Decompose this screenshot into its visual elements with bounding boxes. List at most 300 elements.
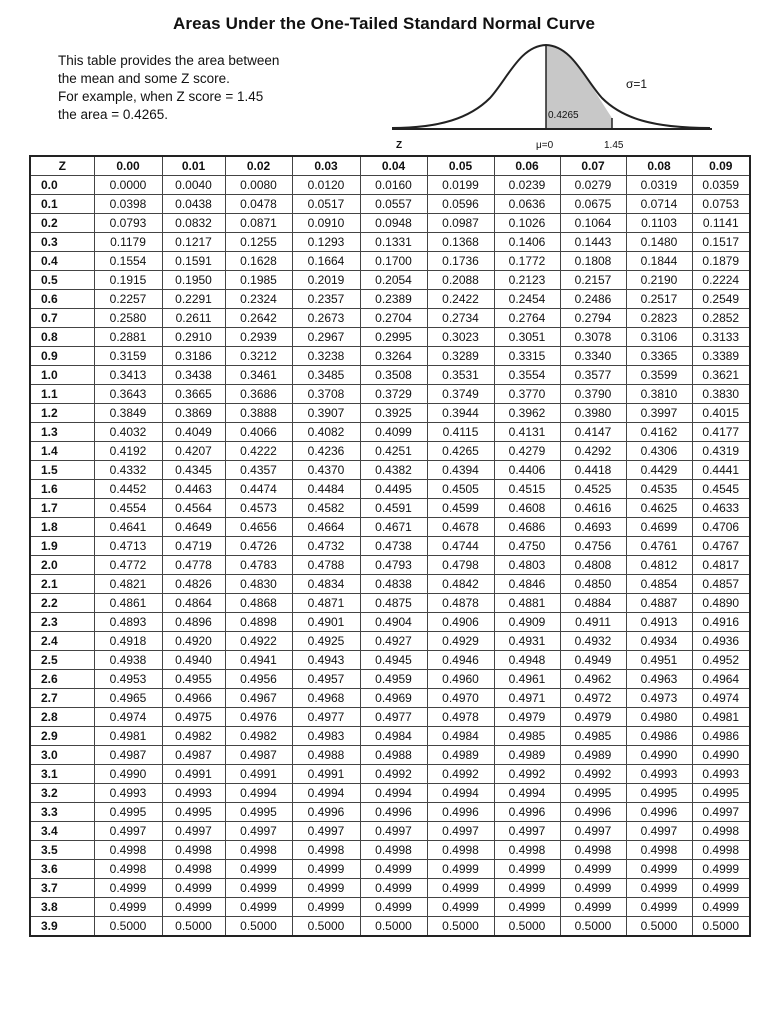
table-row bbox=[30, 594, 750, 613]
area-cell: 0.4192 bbox=[94, 442, 162, 461]
area-cell: 0.4956 bbox=[225, 670, 292, 689]
area-cell: 0.4977 bbox=[360, 708, 427, 727]
area-cell: 0.2454 bbox=[494, 290, 560, 309]
area-cell: 0.4864 bbox=[162, 594, 225, 613]
area-cell: 0.4999 bbox=[494, 879, 560, 898]
area-cell: 0.4913 bbox=[626, 613, 692, 632]
area-cell: 0.2291 bbox=[162, 290, 225, 309]
area-cell: 0.4854 bbox=[626, 575, 692, 594]
area-cell: 0.4997 bbox=[560, 822, 626, 841]
area-cell: 0.4893 bbox=[94, 613, 162, 632]
area-cell: 0.4946 bbox=[427, 651, 494, 670]
area-cell: 0.4793 bbox=[360, 556, 427, 575]
area-cell: 0.4788 bbox=[292, 556, 360, 575]
area-cell: 0.0517 bbox=[292, 195, 360, 214]
area-cell: 0.4808 bbox=[560, 556, 626, 575]
area-cell: 0.4999 bbox=[360, 898, 427, 917]
area-cell: 0.2054 bbox=[360, 271, 427, 290]
area-cell: 0.3708 bbox=[292, 385, 360, 404]
table-row bbox=[30, 214, 750, 233]
area-cell: 0.4911 bbox=[560, 613, 626, 632]
area-label: 0.4265 bbox=[548, 110, 579, 121]
z-score-cell: 1.1 bbox=[30, 385, 94, 404]
area-cell: 0.4884 bbox=[560, 594, 626, 613]
area-cell: 0.4979 bbox=[560, 708, 626, 727]
area-cell: 0.4936 bbox=[692, 632, 750, 651]
area-cell: 0.4970 bbox=[427, 689, 494, 708]
area-cell: 0.4994 bbox=[427, 784, 494, 803]
area-cell: 0.4049 bbox=[162, 423, 225, 442]
table-row bbox=[30, 176, 750, 195]
area-cell: 0.4996 bbox=[560, 803, 626, 822]
area-cell: 0.2995 bbox=[360, 328, 427, 347]
area-cell: 0.3340 bbox=[560, 347, 626, 366]
area-cell: 0.4495 bbox=[360, 480, 427, 499]
area-cell: 0.2704 bbox=[360, 309, 427, 328]
area-cell: 0.4693 bbox=[560, 518, 626, 537]
area-cell: 0.3621 bbox=[692, 366, 750, 385]
area-cell: 0.4162 bbox=[626, 423, 692, 442]
table-row bbox=[30, 290, 750, 309]
area-cell: 0.2422 bbox=[427, 290, 494, 309]
area-cell: 0.4984 bbox=[360, 727, 427, 746]
z-score-cell: 0.8 bbox=[30, 328, 94, 347]
area-cell: 0.4974 bbox=[94, 708, 162, 727]
area-cell: 0.4999 bbox=[162, 879, 225, 898]
area-cell: 0.4979 bbox=[494, 708, 560, 727]
area-cell: 0.1700 bbox=[360, 252, 427, 271]
area-cell: 0.4940 bbox=[162, 651, 225, 670]
area-cell: 0.2580 bbox=[94, 309, 162, 328]
area-cell: 0.5000 bbox=[162, 917, 225, 937]
area-cell: 0.1443 bbox=[560, 233, 626, 252]
area-cell: 0.0120 bbox=[292, 176, 360, 195]
area-cell: 0.4990 bbox=[692, 746, 750, 765]
area-cell: 0.1368 bbox=[427, 233, 494, 252]
area-cell: 0.4997 bbox=[427, 822, 494, 841]
intro-line: the area = 0.4265. bbox=[58, 107, 168, 122]
area-cell: 0.4906 bbox=[427, 613, 494, 632]
z-score-cell: 1.2 bbox=[30, 404, 94, 423]
area-cell: 0.3925 bbox=[360, 404, 427, 423]
area-cell: 0.4997 bbox=[494, 822, 560, 841]
area-cell: 0.4279 bbox=[494, 442, 560, 461]
area-cell: 0.4981 bbox=[692, 708, 750, 727]
area-cell: 0.4941 bbox=[225, 651, 292, 670]
z-axis-label: Z bbox=[396, 140, 403, 151]
area-cell: 0.2389 bbox=[360, 290, 427, 309]
area-cell: 0.5000 bbox=[94, 917, 162, 937]
area-cell: 0.4878 bbox=[427, 594, 494, 613]
area-cell: 0.2642 bbox=[225, 309, 292, 328]
area-cell: 0.4996 bbox=[427, 803, 494, 822]
area-cell: 0.1591 bbox=[162, 252, 225, 271]
z-score-cell: 3.7 bbox=[30, 879, 94, 898]
z-score-cell: 2.3 bbox=[30, 613, 94, 632]
area-cell: 0.4965 bbox=[94, 689, 162, 708]
area-cell: 0.0080 bbox=[225, 176, 292, 195]
z-score-cell: 1.0 bbox=[30, 366, 94, 385]
area-cell: 0.3413 bbox=[94, 366, 162, 385]
column-header: 0.08 bbox=[626, 156, 692, 176]
area-cell: 0.4868 bbox=[225, 594, 292, 613]
area-cell: 0.3461 bbox=[225, 366, 292, 385]
area-cell: 0.4990 bbox=[94, 765, 162, 784]
z-score-cell: 0.4 bbox=[30, 252, 94, 271]
area-cell: 0.2123 bbox=[494, 271, 560, 290]
area-cell: 0.4817 bbox=[692, 556, 750, 575]
area-cell: 0.4999 bbox=[494, 860, 560, 879]
area-cell: 0.0279 bbox=[560, 176, 626, 195]
area-cell: 0.4996 bbox=[292, 803, 360, 822]
area-cell: 0.4997 bbox=[94, 822, 162, 841]
z-score-cell: 0.1 bbox=[30, 195, 94, 214]
intro-line: For example, when Z score = 1.45 bbox=[58, 89, 264, 104]
area-cell: 0.4982 bbox=[162, 727, 225, 746]
area-cell: 0.4582 bbox=[292, 499, 360, 518]
area-cell: 0.4898 bbox=[225, 613, 292, 632]
area-cell: 0.4995 bbox=[94, 803, 162, 822]
area-cell: 0.4985 bbox=[494, 727, 560, 746]
area-cell: 0.4959 bbox=[360, 670, 427, 689]
column-header: 0.06 bbox=[494, 156, 560, 176]
table-row bbox=[30, 841, 750, 860]
area-cell: 0.4993 bbox=[94, 784, 162, 803]
area-cell: 0.2190 bbox=[626, 271, 692, 290]
area-cell: 0.4732 bbox=[292, 537, 360, 556]
area-cell: 0.1255 bbox=[225, 233, 292, 252]
area-cell: 0.4999 bbox=[94, 898, 162, 917]
area-cell: 0.4207 bbox=[162, 442, 225, 461]
column-header-z: Z bbox=[30, 156, 94, 176]
area-cell: 0.4999 bbox=[360, 879, 427, 898]
area-cell: 0.4989 bbox=[427, 746, 494, 765]
area-cell: 0.3770 bbox=[494, 385, 560, 404]
column-header: 0.00 bbox=[94, 156, 162, 176]
area-cell: 0.2794 bbox=[560, 309, 626, 328]
area-cell: 0.0871 bbox=[225, 214, 292, 233]
table-row bbox=[30, 518, 750, 537]
area-cell: 0.4821 bbox=[94, 575, 162, 594]
z-score-cell: 0.7 bbox=[30, 309, 94, 328]
table-row bbox=[30, 499, 750, 518]
area-cell: 0.4986 bbox=[692, 727, 750, 746]
area-cell: 0.3106 bbox=[626, 328, 692, 347]
table-row bbox=[30, 461, 750, 480]
area-cell: 0.2549 bbox=[692, 290, 750, 309]
area-cell: 0.5000 bbox=[292, 917, 360, 937]
area-cell: 0.4535 bbox=[626, 480, 692, 499]
area-cell: 0.4999 bbox=[692, 879, 750, 898]
area-cell: 0.3554 bbox=[494, 366, 560, 385]
area-cell: 0.4812 bbox=[626, 556, 692, 575]
area-cell: 0.0636 bbox=[494, 195, 560, 214]
area-cell: 0.0987 bbox=[427, 214, 494, 233]
z-score-cell: 1.8 bbox=[30, 518, 94, 537]
z-score-cell: 1.5 bbox=[30, 461, 94, 480]
table-row bbox=[30, 632, 750, 651]
area-cell: 0.4887 bbox=[626, 594, 692, 613]
area-cell: 0.4525 bbox=[560, 480, 626, 499]
area-cell: 0.1179 bbox=[94, 233, 162, 252]
area-cell: 0.4988 bbox=[292, 746, 360, 765]
area-cell: 0.4966 bbox=[162, 689, 225, 708]
z-score-cell: 3.6 bbox=[30, 860, 94, 879]
area-cell: 0.4881 bbox=[494, 594, 560, 613]
area-cell: 0.3749 bbox=[427, 385, 494, 404]
area-cell: 0.4441 bbox=[692, 461, 750, 480]
area-cell: 0.4963 bbox=[626, 670, 692, 689]
z-score-cell: 2.4 bbox=[30, 632, 94, 651]
area-cell: 0.5000 bbox=[494, 917, 560, 937]
area-cell: 0.2486 bbox=[560, 290, 626, 309]
table-row bbox=[30, 328, 750, 347]
z-score-cell: 3.2 bbox=[30, 784, 94, 803]
normal-curve-diagram bbox=[390, 36, 720, 154]
table-row bbox=[30, 385, 750, 404]
area-cell: 0.4838 bbox=[360, 575, 427, 594]
area-cell: 0.0948 bbox=[360, 214, 427, 233]
area-cell: 0.4995 bbox=[162, 803, 225, 822]
area-cell: 0.4826 bbox=[162, 575, 225, 594]
area-cell: 0.4292 bbox=[560, 442, 626, 461]
area-cell: 0.5000 bbox=[427, 917, 494, 937]
area-cell: 0.3264 bbox=[360, 347, 427, 366]
area-cell: 0.4896 bbox=[162, 613, 225, 632]
area-cell: 0.4999 bbox=[292, 879, 360, 898]
area-cell: 0.4641 bbox=[94, 518, 162, 537]
area-cell: 0.4922 bbox=[225, 632, 292, 651]
area-cell: 0.4981 bbox=[94, 727, 162, 746]
z-score-cell: 3.1 bbox=[30, 765, 94, 784]
area-cell: 0.1879 bbox=[692, 252, 750, 271]
table-row bbox=[30, 822, 750, 841]
area-cell: 0.4901 bbox=[292, 613, 360, 632]
area-cell: 0.4719 bbox=[162, 537, 225, 556]
area-cell: 0.4955 bbox=[162, 670, 225, 689]
page-title: Areas Under the One-Tailed Standard Normal Curve bbox=[172, 14, 596, 33]
z-score-cell: 3.5 bbox=[30, 841, 94, 860]
sigma-label: σ=1 bbox=[626, 77, 648, 91]
area-cell: 0.2088 bbox=[427, 271, 494, 290]
area-cell: 0.4995 bbox=[626, 784, 692, 803]
area-cell: 0.4996 bbox=[494, 803, 560, 822]
area-cell: 0.1406 bbox=[494, 233, 560, 252]
area-cell: 0.4916 bbox=[692, 613, 750, 632]
area-cell: 0.3212 bbox=[225, 347, 292, 366]
area-cell: 0.0359 bbox=[692, 176, 750, 195]
area-cell: 0.3643 bbox=[94, 385, 162, 404]
area-cell: 0.4945 bbox=[360, 651, 427, 670]
z-score-cell: 0.5 bbox=[30, 271, 94, 290]
area-cell: 0.4599 bbox=[427, 499, 494, 518]
area-cell: 0.1736 bbox=[427, 252, 494, 271]
area-cell: 0.4996 bbox=[360, 803, 427, 822]
area-cell: 0.4957 bbox=[292, 670, 360, 689]
area-cell: 0.4834 bbox=[292, 575, 360, 594]
area-cell: 0.3238 bbox=[292, 347, 360, 366]
area-cell: 0.2734 bbox=[427, 309, 494, 328]
area-cell: 0.4744 bbox=[427, 537, 494, 556]
area-cell: 0.4971 bbox=[494, 689, 560, 708]
header-row bbox=[30, 156, 750, 176]
table-row bbox=[30, 575, 750, 594]
z-table bbox=[29, 155, 751, 937]
z-score-cell: 0.2 bbox=[30, 214, 94, 233]
area-cell: 0.4994 bbox=[494, 784, 560, 803]
area-cell: 0.4406 bbox=[494, 461, 560, 480]
area-cell: 0.4952 bbox=[692, 651, 750, 670]
area-cell: 0.4999 bbox=[292, 898, 360, 917]
area-cell: 0.4750 bbox=[494, 537, 560, 556]
area-cell: 0.4345 bbox=[162, 461, 225, 480]
area-cell: 0.4394 bbox=[427, 461, 494, 480]
area-cell: 0.4985 bbox=[560, 727, 626, 746]
area-cell: 0.5000 bbox=[360, 917, 427, 937]
area-cell: 0.4846 bbox=[494, 575, 560, 594]
z-score-cell: 2.2 bbox=[30, 594, 94, 613]
area-cell: 0.4463 bbox=[162, 480, 225, 499]
area-cell: 0.4998 bbox=[560, 841, 626, 860]
table-row bbox=[30, 442, 750, 461]
area-cell: 0.4830 bbox=[225, 575, 292, 594]
column-header: 0.07 bbox=[560, 156, 626, 176]
area-cell: 0.4993 bbox=[626, 765, 692, 784]
area-cell: 0.4686 bbox=[494, 518, 560, 537]
area-cell: 0.4803 bbox=[494, 556, 560, 575]
area-cell: 0.4382 bbox=[360, 461, 427, 480]
area-cell: 0.2967 bbox=[292, 328, 360, 347]
area-cell: 0.3023 bbox=[427, 328, 494, 347]
area-cell: 0.4969 bbox=[360, 689, 427, 708]
column-header: 0.05 bbox=[427, 156, 494, 176]
area-cell: 0.3133 bbox=[692, 328, 750, 347]
area-cell: 0.2611 bbox=[162, 309, 225, 328]
area-cell: 0.4998 bbox=[692, 841, 750, 860]
area-cell: 0.0438 bbox=[162, 195, 225, 214]
table-row bbox=[30, 423, 750, 442]
area-cell: 0.1141 bbox=[692, 214, 750, 233]
area-cell: 0.2881 bbox=[94, 328, 162, 347]
area-cell: 0.0832 bbox=[162, 214, 225, 233]
z-score-cell: 3.4 bbox=[30, 822, 94, 841]
area-cell: 0.4992 bbox=[360, 765, 427, 784]
area-cell: 0.4964 bbox=[692, 670, 750, 689]
area-cell: 0.4989 bbox=[560, 746, 626, 765]
column-header: 0.02 bbox=[225, 156, 292, 176]
z-score-cell: 1.7 bbox=[30, 499, 94, 518]
z-score-cell: 3.8 bbox=[30, 898, 94, 917]
area-cell: 0.4992 bbox=[494, 765, 560, 784]
area-cell: 0.4994 bbox=[360, 784, 427, 803]
area-cell: 0.4671 bbox=[360, 518, 427, 537]
area-cell: 0.4332 bbox=[94, 461, 162, 480]
z-score-cell: 1.9 bbox=[30, 537, 94, 556]
area-cell: 0.3907 bbox=[292, 404, 360, 423]
area-cell: 0.4949 bbox=[560, 651, 626, 670]
area-cell: 0.0557 bbox=[360, 195, 427, 214]
area-cell: 0.4973 bbox=[626, 689, 692, 708]
area-cell: 0.1064 bbox=[560, 214, 626, 233]
area-cell: 0.4998 bbox=[427, 841, 494, 860]
z-score-cell: 0.9 bbox=[30, 347, 94, 366]
z-score-cell: 0.6 bbox=[30, 290, 94, 309]
area-cell: 0.4850 bbox=[560, 575, 626, 594]
area-cell: 0.4975 bbox=[162, 708, 225, 727]
area-cell: 0.1217 bbox=[162, 233, 225, 252]
area-cell: 0.2324 bbox=[225, 290, 292, 309]
area-cell: 0.1844 bbox=[626, 252, 692, 271]
area-cell: 0.4980 bbox=[626, 708, 692, 727]
table-row bbox=[30, 784, 750, 803]
z-score-cell: 2.6 bbox=[30, 670, 94, 689]
area-cell: 0.4738 bbox=[360, 537, 427, 556]
table-row bbox=[30, 860, 750, 879]
area-cell: 0.4699 bbox=[626, 518, 692, 537]
area-cell: 0.2823 bbox=[626, 309, 692, 328]
area-cell: 0.4999 bbox=[560, 860, 626, 879]
area-cell: 0.4706 bbox=[692, 518, 750, 537]
area-cell: 0.4115 bbox=[427, 423, 494, 442]
area-cell: 0.4429 bbox=[626, 461, 692, 480]
table-body bbox=[30, 176, 750, 937]
area-cell: 0.4452 bbox=[94, 480, 162, 499]
area-cell: 0.4997 bbox=[225, 822, 292, 841]
area-cell: 0.4474 bbox=[225, 480, 292, 499]
area-cell: 0.4861 bbox=[94, 594, 162, 613]
area-cell: 0.4988 bbox=[360, 746, 427, 765]
z-score-cell: 3.9 bbox=[30, 917, 94, 937]
area-cell: 0.4951 bbox=[626, 651, 692, 670]
area-cell: 0.0398 bbox=[94, 195, 162, 214]
area-cell: 0.4997 bbox=[626, 822, 692, 841]
area-cell: 0.4418 bbox=[560, 461, 626, 480]
area-cell: 0.4986 bbox=[626, 727, 692, 746]
area-cell: 0.4783 bbox=[225, 556, 292, 575]
area-cell: 0.3365 bbox=[626, 347, 692, 366]
area-cell: 0.3051 bbox=[494, 328, 560, 347]
area-cell: 0.5000 bbox=[560, 917, 626, 937]
area-cell: 0.4991 bbox=[292, 765, 360, 784]
column-header: 0.09 bbox=[692, 156, 750, 176]
area-cell: 0.4545 bbox=[692, 480, 750, 499]
area-cell: 0.3790 bbox=[560, 385, 626, 404]
table-row bbox=[30, 195, 750, 214]
area-cell: 0.4993 bbox=[162, 784, 225, 803]
table-row bbox=[30, 746, 750, 765]
area-cell: 0.3531 bbox=[427, 366, 494, 385]
area-cell: 0.4927 bbox=[360, 632, 427, 651]
table-row bbox=[30, 537, 750, 556]
area-cell: 0.4999 bbox=[225, 879, 292, 898]
area-cell: 0.4999 bbox=[626, 879, 692, 898]
area-cell: 0.4999 bbox=[427, 879, 494, 898]
area-cell: 0.4772 bbox=[94, 556, 162, 575]
area-cell: 0.4974 bbox=[692, 689, 750, 708]
area-cell: 0.4992 bbox=[427, 765, 494, 784]
area-cell: 0.4999 bbox=[494, 898, 560, 917]
area-cell: 0.4649 bbox=[162, 518, 225, 537]
area-cell: 0.4987 bbox=[225, 746, 292, 765]
area-cell: 0.4932 bbox=[560, 632, 626, 651]
area-cell: 0.4999 bbox=[626, 860, 692, 879]
area-cell: 0.4989 bbox=[494, 746, 560, 765]
area-cell: 0.4147 bbox=[560, 423, 626, 442]
area-cell: 0.4066 bbox=[225, 423, 292, 442]
z-score-cell: 2.1 bbox=[30, 575, 94, 594]
area-cell: 0.3508 bbox=[360, 366, 427, 385]
z-score-cell: 2.8 bbox=[30, 708, 94, 727]
